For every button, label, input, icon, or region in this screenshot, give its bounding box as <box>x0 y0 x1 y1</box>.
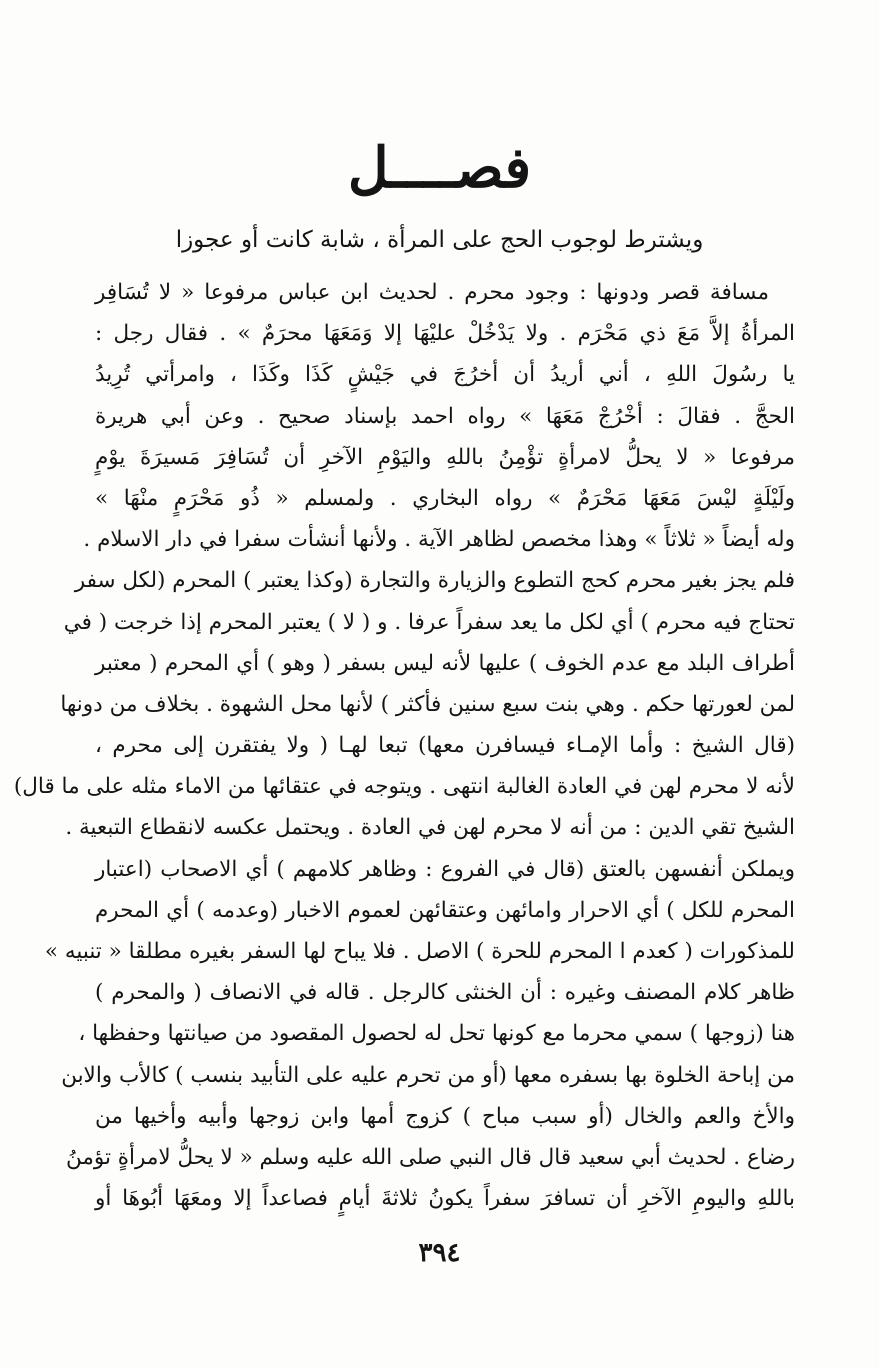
text-line: لمن لعورتها حكم . وهي بنت سبع سنين فأكثر ) لأنها محل الشهوة . بخلاف من دونها <box>60 691 795 717</box>
text-line: من إباحة الخلوة بها بسفره معها (أو من تحرم عليه على التأبيد بنسب ) كالأب والابن <box>61 1062 795 1088</box>
text-line: تحتاج فيه محرم ) أي لكل ما يعد سفراً عرفا . و ( لا ) يعتبر المحرم إذا خرجت ( في <box>63 609 795 635</box>
text-line: رضاع . لحديث أبي سعيد قال قال النبي صلى الله عليه وسلم « لا يحلُّ لامرأةٍ تؤمنُ <box>65 1144 795 1170</box>
page-number: ٣٩٤ <box>418 1238 461 1268</box>
subtitle-line: ويشترط لوجوب الحج على المرأة ، شابة كانت أو عجوزا <box>175 227 704 253</box>
text-line: هنا (زوجها ) سمي محرما مع كونها تحل له لحصول المقصود من صيانتها وحفظها ، <box>78 1021 795 1047</box>
text-line: لأنه لا محرم لهن في العادة الغالبة انتهى . ويتوجه في عتقائها من الاماء مثله على ما قال) <box>13 774 795 800</box>
text-line: مسافة قصر ودونها : وجود محرم . لحديث ابن عباس مرفوعا « لا تُسَافِر <box>95 280 769 305</box>
text-line: الشيخ تقي الدين : من أنه لا محرم لهن في العادة . ويحتمل عكسه لانقطاع التبعية . <box>65 815 795 841</box>
text-line: الحجَّ . فقالَ : أخْرُجْ مَعَهَا » رواه احمد بإسناد صحيح . وعن أبي هريرة <box>95 403 795 429</box>
text-line: مرفوعا « لا يحلُّ لامرأةٍ تؤْمِنُ باللهِ واليَوْمِ الآخرِ أن تُسَافِرَ مَسيرَةَ يوْمٍ <box>95 444 795 470</box>
text-line: المرأةُ إلاَّ مَعَ ذي مَحْرَم . ولا يَدْخُلْ عليْهَا إلا وَمَعَهَا محرَمٌ » . فقال رجل : <box>95 321 795 347</box>
text-line: ويملكن أنفسهن بالعتق (قال في الفروع : وظاهر كلامهم ) أي الاصحاب (اعتبار <box>95 856 795 882</box>
text-line: فلم يجز بغير محرم كحج التطوع والزيارة والتجارة (وكذا يعتبر ) المحرم (لكل سفر <box>74 568 795 594</box>
text-line: للمذكورات ( كعدم ا المحرم للحرة ) الاصل . فلا يباح لها السفر بغيره مطلقا « تنبيه » <box>44 939 795 964</box>
text-line: يا رسُولَ اللهِ ، أني أريدُ أن أخرُجَ في جَيْشٍ كَذَا وكَذَا ، وامرأتي تُرِيدُ <box>95 362 795 388</box>
text-line: أطراف البلد مع عدم الخوف ) عليها لأنه ليس بسفر ( وهو ) أي المحرم ( معتبر <box>95 650 795 676</box>
text-line: وله أيضاً « ثلاثاً » وهذا مخصص لظاهر الآية . ولأنها أنشأت سفرا في دار الاسلام . <box>83 527 795 553</box>
text-line: المحرم للكل ) أي الاحرار وامائهن وعتقائهن لعموم الاخبار (وعدمه ) أي المحرم <box>95 897 795 923</box>
text-line: ظاهر كلام المصنف وغيره : أن الخنثى كالرجل . قاله في الانصاف ( والمحرم ) <box>95 980 795 1006</box>
chapter-heading: فصــــل <box>347 135 532 201</box>
body-text <box>13 272 795 1219</box>
text-line: والأخ والعم والخال (أو سبب مباح ) كزوج أمها وابن زوجها وأبيه وأخيها من <box>95 1103 795 1129</box>
text-line: ولَيْلَةٍ ليْسَ مَعَهَا مَحْرَمٌ » رواه البخاري . ولمسلم « ذُو مَحْرَمٍ منْهَا » <box>95 485 795 511</box>
text-line: باللهِ واليومِ الآخرِ أن تسافرَ سفراً يكونُ ثلاثةَ أيامٍ فصاعداً إلا ومعَهَا أبُوهَا أو <box>95 1186 795 1212</box>
text-line: (قال الشيخ : وأما الإمـاء فيسافرن معها) تبعا لهـا ( ولا يفتقرن إلى محرم ، <box>95 733 795 759</box>
